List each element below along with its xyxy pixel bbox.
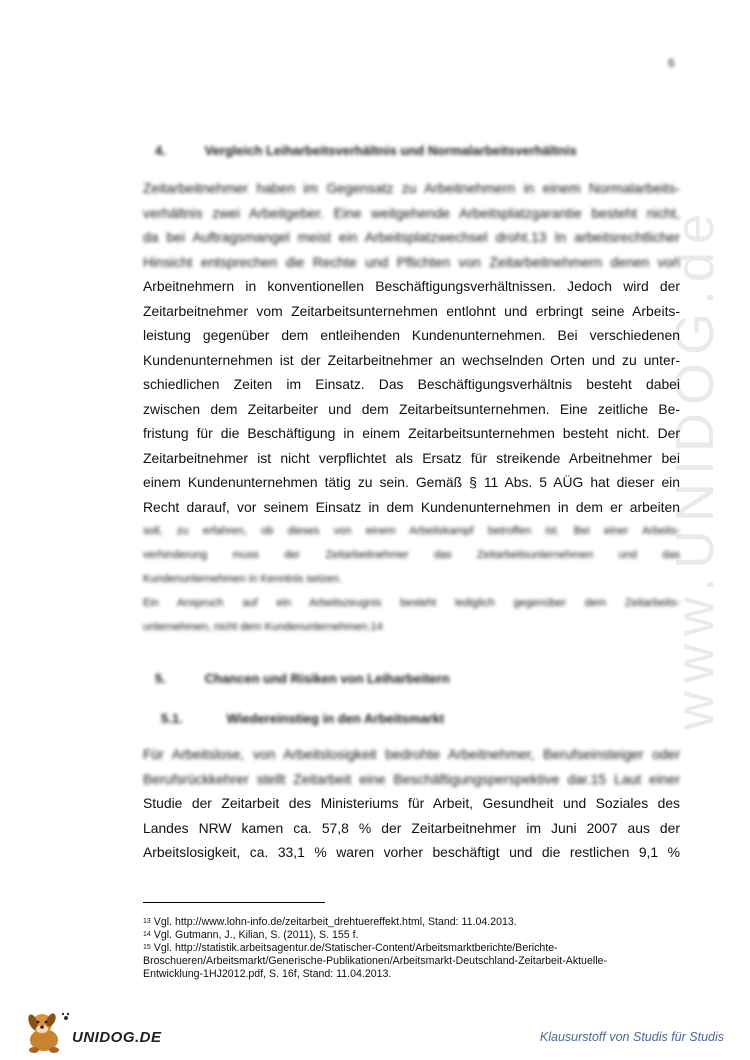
watermark: www.UNIDOG.de <box>665 205 725 730</box>
text-line: Zeitarbeitnehmer ist nicht verpflichtet als Ersatz für streikende Arbeitnehmer bei <box>143 449 680 466</box>
paragraph-1-clear <box>143 274 680 519</box>
text-line: Recht darauf, vor seinem Einsatz in dem Kundenunternehmen in dem er arbeiten <box>143 498 680 515</box>
text-line: soll, zu erfahren, ob dieses von einem Arbeitskampf betroffen ist. Bei einer Arbeits- <box>143 525 680 537</box>
footnote-continuation: Broschueren/Arbeitsmarkt/Generische-Publikationen/Arbeitsmarkt-Deutschland-Zeitarbeit-Aktuelle- <box>143 955 607 967</box>
text-line: Ein Anspruch auf ein Arbeitszeugnis besteht lediglich gegenüber dem Zeitarbeits- <box>143 597 680 609</box>
section-4-title: Vergleich Leiharbeitsverhältnis und Normalarbeitsverhältnis <box>204 143 577 158</box>
text-line: unternehmen, nicht dem Kundenunternehmen.14 <box>143 621 383 633</box>
text-line: schiedlichen Zeiten im Einsatz. Das Beschäftigungsverhältnis besteht dabei <box>143 376 680 392</box>
section-5-1-number: 5.1. <box>161 711 183 726</box>
text-line: Zeitarbeitnehmer vom Zeitarbeitsunternehmen entlohnt und erbringt seine Arbeits- <box>143 302 680 319</box>
section-4-number: 4. <box>155 143 166 158</box>
paragraph-1-blurred-bottom <box>143 519 680 591</box>
section-5-1-heading <box>161 711 444 726</box>
text-line: verhinderung muss der Zeitarbeitnehmer das Zeitarbeitsunternehmen und das <box>143 549 680 561</box>
section-5-title: Chancen und Risiken von Leiharbeitern <box>204 671 450 686</box>
section-4-heading <box>155 143 577 158</box>
text-line: Arbeitslosigkeit, ca. 33,1 % waren vorher beschäftigt und die restlichen 9,1 % <box>143 844 680 860</box>
footnote-divider <box>143 902 325 903</box>
paragraph-3 <box>143 742 680 865</box>
text-line: Studie der Zeitarbeit des Ministeriums für Arbeit, Gesundheit und Soziales des <box>143 795 680 811</box>
section-5-number: 5. <box>155 671 166 686</box>
text-line: verhältnis zwei Arbeitgeber. Eine weitgehende Arbeitsplatzgarantie besteht nicht, <box>143 204 680 221</box>
footnote-continuation: Entwicklung-1HJ2012.pdf, S. 16f, Stand: 11.04.2013. <box>143 968 392 980</box>
text-line: Zeitarbeitnehmer haben im Gegensatz zu Arbeitnehmern in einem Normalarbeits- <box>143 180 680 196</box>
footer-tagline: Klausurstoff von Studis für Studis <box>539 1030 724 1044</box>
footnote: $^{14}$ Vgl. Gutmann, J., Kilian, S. (2011), S. 155 f. <box>143 929 359 941</box>
dog-mascot-icon <box>22 1010 70 1054</box>
paragraph-1 <box>143 176 680 639</box>
text-line: zwischen dem Zeitarbeiter und dem Zeitarbeitsunternehmen. Eine zeitliche Be- <box>143 400 680 417</box>
text-line: Berufsrückkehrer stellt Zeitarbeit eine Beschäftigungsperspektive dar.15 Laut einer <box>143 770 680 787</box>
unidog-logo <box>22 1010 162 1054</box>
text-line: da bei Auftragsmangel meist ein Arbeitsplatzwechsel droht.13 In arbeitsrechtlicher <box>143 229 680 245</box>
footnote: $^{15}$ Vgl. http://statistik.arbeitsagentur.de/Statischer-Content/Arbeitsmarktberichte/Berichte- <box>143 942 558 954</box>
section-5-1-title: Wiedereinstieg in den Arbeitsmarkt <box>226 711 445 726</box>
logo-text: UNIDOG.DE <box>72 1029 162 1046</box>
text-line: einem Kundenunternehmen tätig zu sein. Gemäß § 11 Abs. 5 AÜG hat dieser ein <box>143 474 680 490</box>
text-line: leistung gegenüber dem entleihenden Kundenunternehmen. Bei verschiedenen <box>143 327 680 343</box>
text-line: Kundenunternehmen ist der Zeitarbeitnehmer an wechselnden Orten und zu unter- <box>143 351 680 368</box>
paragraph-1-blurred-top <box>143 176 680 274</box>
page-number: 6 <box>668 56 675 70</box>
paragraph-3-blurred <box>143 742 680 791</box>
text-line: Arbeitnehmern in konventionellen Beschäftigungsverhältnissen. Jedoch wird der <box>143 278 680 294</box>
paragraph-2 <box>143 591 680 639</box>
section-5-heading <box>155 671 450 686</box>
paragraph-3-clear <box>143 791 680 865</box>
text-line: Hinsicht entsprechen die Rechte und Pflichten von Zeitarbeitnehmern denen von <box>143 253 680 270</box>
text-line: Kundenunternehmen in Kenntnis setzen. <box>143 573 342 585</box>
text-line: Landes NRW kamen ca. 57,8 % der Zeitarbeitnehmer im Juni 2007 aus der <box>143 819 680 836</box>
footnote: $^{13}$ Vgl. http://www.lohn-info.de/zeitarbeit_drehtuereffekt.html, Stand: 11.04.2013. <box>143 916 517 928</box>
footnotes <box>143 916 688 981</box>
text-line: Für Arbeitslose, von Arbeitslosigkeit bedrohte Arbeitnehmer, Berufseinsteiger oder <box>143 746 680 762</box>
text-line: fristung für die Beschäftigung in einem Zeitarbeitsunternehmen besteht nicht. Der <box>143 425 680 441</box>
